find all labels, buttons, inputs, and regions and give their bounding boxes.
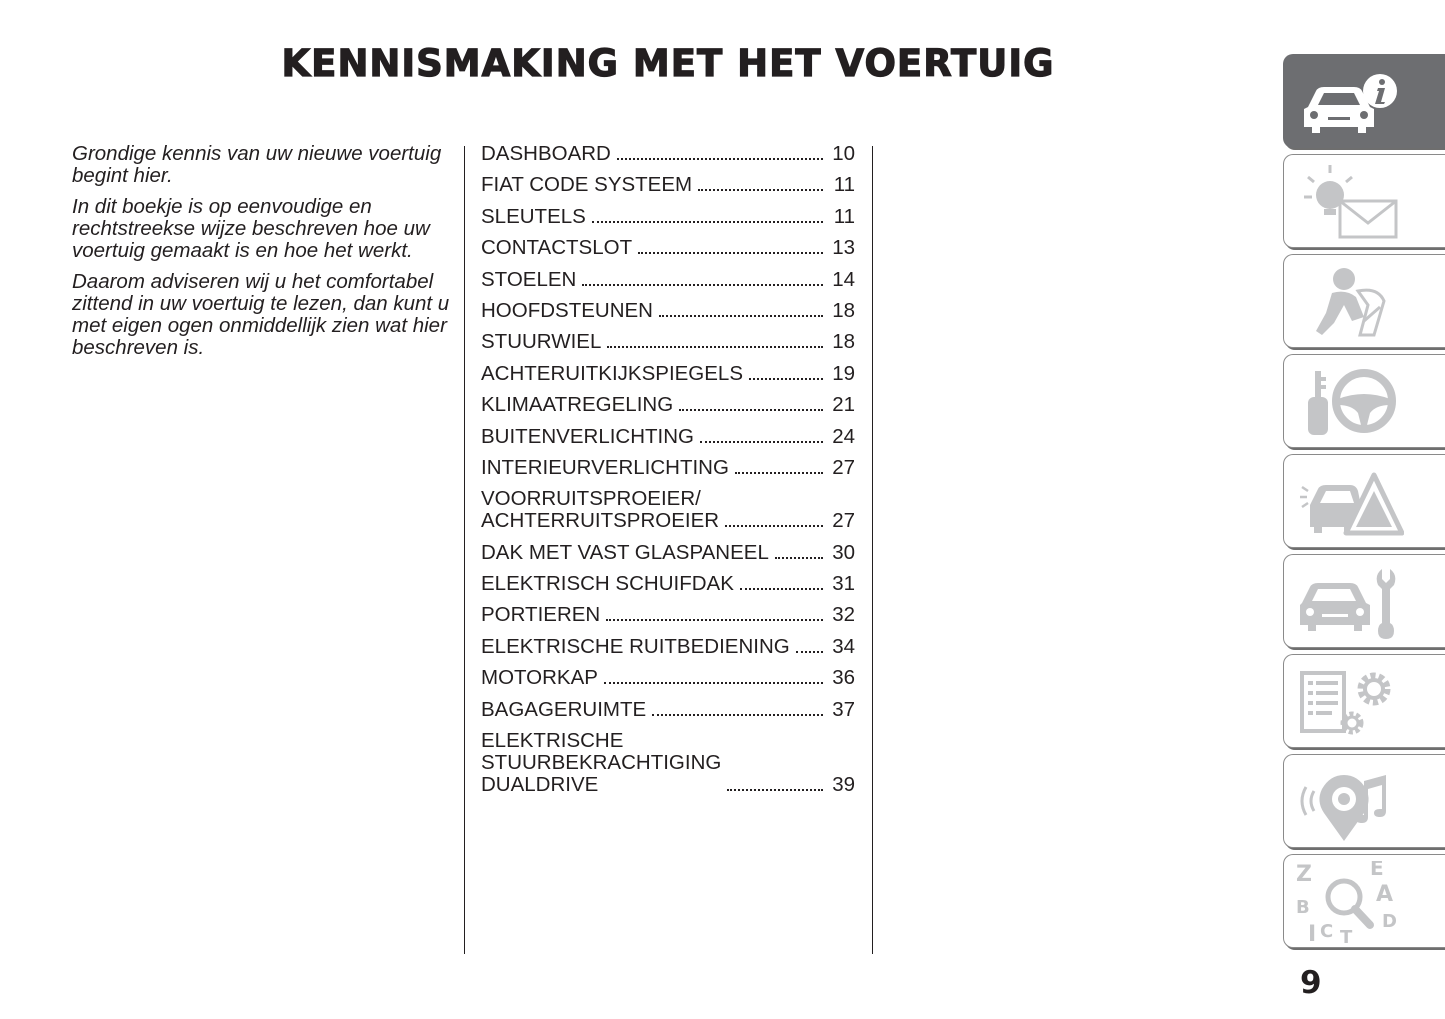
toc-leader-dots — [592, 221, 823, 223]
toc-item-title: SLEUTELS — [481, 204, 586, 228]
toc-item-title: BAGAGERUIMTE — [481, 697, 647, 721]
toc-leader-dots — [659, 315, 823, 317]
toc-item-title: INTERIEURVERLICHTING — [481, 455, 729, 479]
chapter-tab-maintenance[interactable] — [1283, 554, 1445, 648]
car-wrench-icon — [1294, 561, 1404, 643]
car-info-icon — [1294, 61, 1404, 143]
index-letter: Z — [1296, 862, 1312, 887]
toc-leader-dots — [606, 619, 823, 621]
seat-airbag-icon — [1294, 261, 1404, 343]
toc-leader-dots — [735, 472, 823, 474]
toc-leader-dots — [638, 252, 823, 254]
toc-item-fiat-code-systeem[interactable] — [481, 174, 855, 196]
toc-item-title: VOORRUITSPROEIER/ ACHTERRUITSPROEIER — [481, 487, 720, 533]
toc-item-page: 39 — [832, 773, 855, 797]
toc-item-page: 27 — [832, 455, 855, 479]
toc-item-achteruitkijkspiegels[interactable] — [481, 363, 855, 385]
toc-item-page: 36 — [832, 666, 855, 690]
toc-item-dak-met-vast-glaspaneel[interactable] — [481, 542, 855, 564]
toc-item-page: 18 — [832, 330, 855, 354]
alphabetical-index-search-icon — [1294, 861, 1404, 943]
toc-item-title: KLIMAATREGELING — [481, 393, 674, 417]
toc-item-stuurwiel[interactable] — [481, 331, 855, 353]
toc-item-page: 37 — [832, 697, 855, 721]
column-divider-left — [464, 146, 465, 954]
toc-leader-dots — [679, 409, 823, 411]
toc-item-title: STOELEN — [481, 267, 577, 291]
toc-item-title: DASHBOARD — [481, 142, 611, 165]
intro-paragraph: Grondige kennis van uw nieuwe voertuig begint hier. — [72, 142, 442, 187]
toc-item-title: ELEKTRISCHE RUITBEDIENING — [481, 634, 790, 658]
toc-item-title: DAK MET VAST GLASPANEEL — [481, 540, 769, 564]
toc-leader-dots — [617, 158, 823, 160]
page-title: KENNISMAKING MET HET VOERTUIG — [281, 42, 1055, 85]
toc-item-interieurverlichting[interactable] — [481, 457, 855, 479]
accident-warning-triangle-icon — [1294, 461, 1404, 543]
toc-item-page: 27 — [832, 509, 855, 533]
chapter-tab-warning-lights[interactable] — [1283, 154, 1445, 248]
index-letter: A — [1376, 882, 1394, 907]
toc-item-dashboard[interactable] — [481, 143, 855, 165]
toc-item-page: 31 — [832, 572, 855, 596]
technical-data-gears-icon — [1294, 661, 1404, 743]
chapter-tab-vehicle-info[interactable] — [1283, 54, 1445, 148]
toc-leader-dots — [700, 441, 823, 443]
column-divider-right — [872, 146, 873, 954]
toc-item-portieren[interactable] — [481, 604, 855, 626]
toc-item-page: 13 — [832, 236, 855, 260]
index-letter: D — [1382, 911, 1397, 932]
toc-leader-dots — [607, 346, 823, 348]
toc-item-page: 14 — [832, 267, 855, 291]
toc-item-page: 32 — [832, 603, 855, 627]
toc-leader-dots — [582, 284, 823, 286]
toc-item-title: ACHTERUITKIJKSPIEGELS — [481, 361, 744, 385]
toc-leader-dots — [775, 557, 823, 559]
key-steering-wheel-icon — [1294, 361, 1404, 443]
toc-item-page: 10 — [832, 142, 855, 165]
toc-item-page: 24 — [832, 424, 855, 448]
intro-text — [72, 143, 452, 368]
toc-item-stoelen[interactable] — [481, 269, 855, 291]
chapter-tab-index[interactable] — [1283, 854, 1445, 948]
toc-item-page: 19 — [832, 361, 855, 385]
toc-leader-dots — [740, 588, 823, 590]
toc-item-motorkap[interactable] — [481, 667, 855, 689]
toc-item-stuurbekrachtiging-dualdrive[interactable] — [481, 730, 855, 796]
toc-item-buitenverlichting[interactable] — [481, 426, 855, 448]
toc-leader-dots — [698, 189, 823, 191]
toc-item-page: 11 — [833, 204, 855, 228]
toc-leader-dots — [796, 651, 823, 653]
toc-leader-dots — [725, 525, 823, 527]
intro-paragraph: Daarom adviseren wij u het comfortabel zittend in uw voertuig te lezen, dan kunt u met eigen ogen onmiddellijk zien wat hier beschreven is. — [72, 270, 450, 359]
toc-item-title: ELEKTRISCHE STUURBEKRACHTIGING DUALDRIVE — [481, 729, 722, 797]
toc-leader-dots — [727, 789, 823, 791]
toc-leader-dots — [652, 714, 823, 716]
toc-item-title: HOOFDSTEUNEN — [481, 298, 653, 322]
toc-item-ruitsproeiers[interactable] — [481, 488, 855, 532]
multimedia-music-icon — [1294, 761, 1404, 843]
toc-item-title: STUURWIEL — [481, 330, 602, 354]
toc-item-page: 18 — [832, 298, 855, 322]
toc-item-hoofdsteunen[interactable] — [481, 300, 855, 322]
toc-item-title: ELEKTRISCH SCHUIFDAK — [481, 572, 734, 596]
index-letter: I — [1308, 922, 1317, 943]
intro-paragraph: In dit boekje is op eenvoudige en rechtstreekse wijze beschreven hoe uw voertuig gemaakt is en hoe het werkt. — [72, 195, 430, 262]
table-of-contents — [481, 143, 855, 805]
toc-item-elektrisch-schuifdak[interactable] — [481, 573, 855, 595]
chapter-tab-technical-data[interactable] — [1283, 654, 1445, 748]
toc-item-title: PORTIEREN — [481, 603, 601, 627]
toc-item-page: 21 — [832, 393, 855, 417]
index-letter: E — [1370, 861, 1384, 880]
index-letter: T — [1340, 927, 1353, 943]
toc-item-title: FIAT CODE SYSTEEM — [481, 173, 693, 197]
toc-item-contactslot[interactable] — [481, 237, 855, 259]
index-letter: B — [1296, 897, 1310, 918]
toc-item-bagageruimte[interactable] — [481, 699, 855, 721]
toc-item-elektrische-ruitbediening[interactable] — [481, 636, 855, 658]
toc-item-title: CONTACTSLOT — [481, 236, 633, 260]
toc-item-title: BUITENVERLICHTING — [481, 424, 694, 448]
toc-leader-dots — [749, 378, 823, 380]
chapter-tab-emergency[interactable] — [1283, 454, 1445, 548]
toc-item-klimaatregeling[interactable] — [481, 394, 855, 416]
page-number: 9 — [1300, 965, 1322, 1001]
toc-leader-dots — [604, 682, 823, 684]
toc-item-page: 30 — [832, 540, 855, 564]
chapter-tab-safety[interactable] — [1283, 254, 1445, 348]
chapter-tab-multimedia[interactable] — [1283, 754, 1445, 848]
toc-item-page: 11 — [833, 173, 855, 197]
chapter-tab-starting-driving[interactable] — [1283, 354, 1445, 448]
warning-light-message-icon — [1294, 161, 1404, 243]
toc-item-title: MOTORKAP — [481, 666, 598, 690]
index-letter: C — [1320, 921, 1334, 942]
toc-item-page: 34 — [832, 634, 855, 658]
toc-item-sleutels[interactable] — [481, 206, 855, 228]
